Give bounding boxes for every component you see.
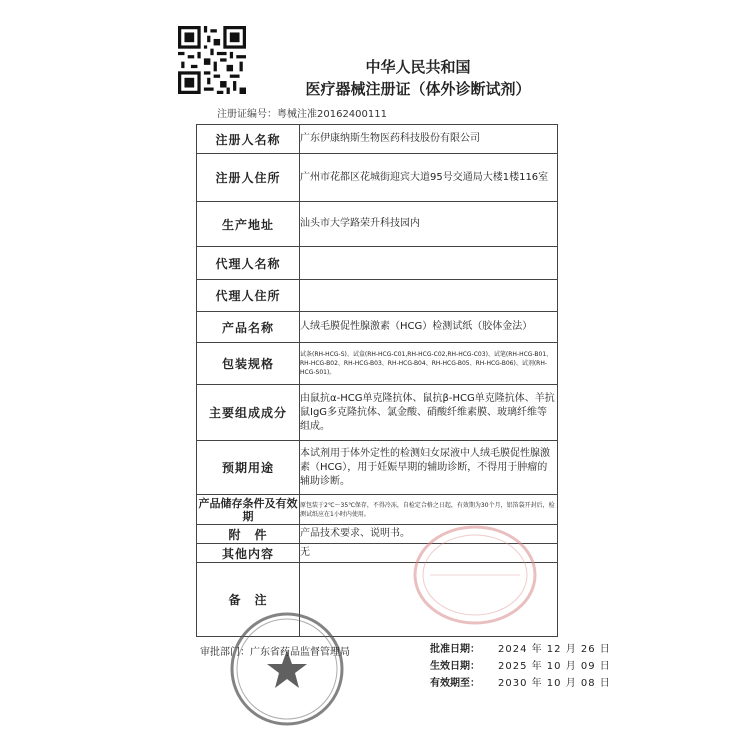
row-label: 附 件 (197, 525, 300, 544)
issue-date-label: 生效日期： (430, 661, 480, 672)
row-value: 汕头市大学路荣升科技园内 (300, 202, 558, 247)
table-row (197, 202, 558, 247)
row-label: 产品储存条件及有效期 (198, 496, 298, 523)
expire-date-row (430, 675, 611, 692)
document-title: 医疗器械注册证（体外诊断试剂） (305, 80, 531, 98)
table-row (197, 312, 558, 343)
row-label: 产品名称 (197, 312, 300, 343)
registration-number-label: 注册证编号： (217, 109, 277, 120)
row-label: 包装规格 (197, 343, 300, 385)
approval-department (200, 643, 350, 658)
issue-date-row (430, 658, 611, 675)
date-block (430, 641, 611, 692)
row-label: 生产地址 (197, 202, 300, 247)
table-row (197, 343, 558, 385)
table-row (197, 125, 558, 154)
row-value (300, 247, 558, 280)
approve-date-label: 批准日期： (430, 644, 480, 655)
row-label: 注册人住所 (197, 154, 300, 202)
row-value: 广东伊康纳斯生物医药科技股份有限公司 (300, 125, 558, 154)
approve-date-value: 2024 年 12 月 26 日 (498, 644, 611, 655)
department-value: 广东省药品监督管理局 (250, 647, 350, 658)
row-value: 原包装于2℃～35℃保存，不得冷冻，自检定合格之日起，有效期为30个月，铝箔袋开封后，检测试纸应在1小时内使用。 (300, 495, 558, 525)
row-value: 试条(RH-HCG-S)、试盒(RH-HCG-C01,RH-HCG-C02,RH-HCG-C03)、试笔(RH-HCG-B01、RH-HCG-B02、RH-HCG-B03、RH-HCG-B04、RH-HCG-B05、RH-HCG-B06)、试剂(RH-HCG-S01)。 (300, 343, 558, 385)
table-row (197, 441, 558, 495)
registration-number (217, 105, 387, 120)
approve-date-row (430, 641, 611, 658)
row-label: 其他内容 (197, 544, 300, 563)
row-label: 备 注 (197, 563, 300, 637)
table-row (197, 280, 558, 312)
row-value (300, 280, 558, 312)
row-label: 主要组成成分 (197, 385, 300, 441)
department-label: 审批部门： (200, 647, 250, 658)
issue-date-value: 2025 年 10 月 09 日 (498, 661, 611, 672)
expire-date-label: 有效期至： (430, 678, 480, 689)
row-value: 由鼠抗α-HCG单克隆抗体、鼠抗β-HCG单克隆抗体、羊抗鼠IgG多克隆抗体、氯金酸、硝酸纤维素膜、玻璃纤维等组成。 (300, 385, 558, 441)
expire-date-value: 2030 年 10 月 08 日 (498, 678, 611, 689)
row-value: 人绒毛膜促性腺激素（HCG）检测试纸（胶体金法） (300, 312, 558, 343)
row-label: 预期用途 (197, 441, 300, 495)
table-row (197, 247, 558, 280)
document-title-country: 中华人民共和国 (365, 58, 471, 76)
registration-number-value: 粤械注准20162400111 (277, 109, 387, 120)
row-value: 无 (300, 544, 558, 563)
row-label: 代理人住所 (197, 280, 300, 312)
company-stamp (410, 520, 540, 630)
row-value: 产品技术要求、说明书。 (300, 525, 558, 544)
table-row (197, 385, 558, 441)
row-value: 广州市花都区花城街迎宾大道95号交通局大楼1楼116室 (300, 154, 558, 202)
row-label: 注册人名称 (197, 125, 300, 154)
official-seal (228, 610, 346, 728)
table-row (197, 154, 558, 202)
row-label: 代理人名称 (197, 247, 300, 280)
row-value: 本试剂用于体外定性的检测妇女尿液中人绒毛膜促性腺激素（HCG），用于妊娠早期的辅助诊断，不得用于肿瘤的辅助诊断。 (300, 441, 558, 495)
